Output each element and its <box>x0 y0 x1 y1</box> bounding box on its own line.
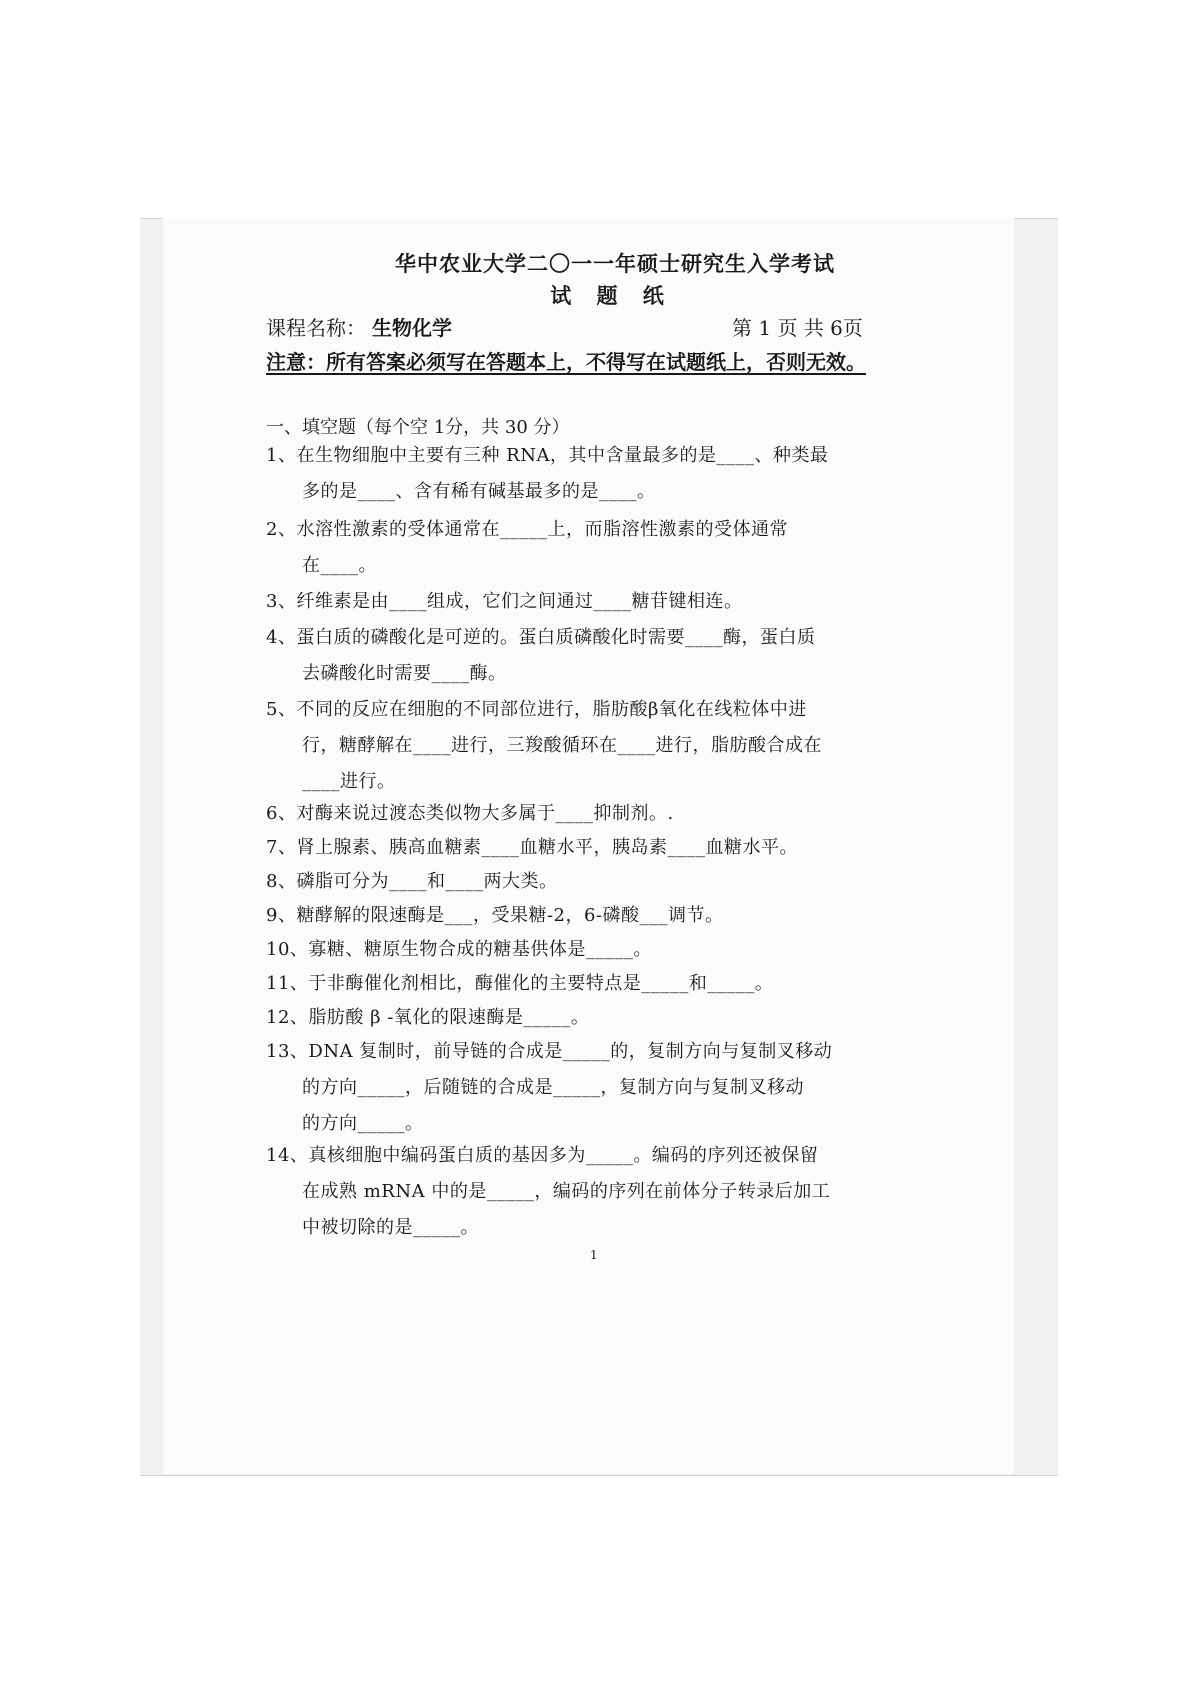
question-line: 14、真核细胞中编码蛋白质的基因多为_____。编码的序列还被保留 <box>266 1145 819 1166</box>
question-line: 1、在生物细胞中主要有三种 RNA，其中含量最多的是____、种类最 <box>266 445 829 466</box>
question-line: 12、脂肪酸 β -氧化的限速酶是_____。 <box>266 1007 590 1028</box>
question-5 <box>266 692 822 800</box>
exam-subtitle: 试 题 纸 <box>550 283 664 308</box>
question-line: 11、于非酶催化剂相比，酶催化的主要特点是_____和_____。 <box>266 973 774 994</box>
question-7 <box>266 830 798 866</box>
notice: 注意：所有答案必须写在答题本上，不得写在试题纸上，否则无效。 <box>266 350 866 374</box>
question-line: 在成熟 mRNA 中的是_____，编码的序列在前体分子转录后加工 <box>302 1181 831 1202</box>
question-line: 4、蛋白质的磷酸化是可逆的。蛋白质磷酸化时需要____酶，蛋白质 <box>266 627 816 648</box>
question-line: 8、磷脂可分为____和____两大类。 <box>266 871 558 892</box>
question-line: 3、纤维素是由____组成，它们之间通过____糖苷键相连。 <box>266 591 743 612</box>
question-6 <box>266 796 674 832</box>
section-heading: 一、填空题（每个空 1分，共 30 分） <box>266 417 570 438</box>
question-line: 2、水溶性激素的受体通常在_____上，而脂溶性激素的受体通常 <box>266 519 788 540</box>
question-line: 10、寡糖、糖原生物合成的糖基供体是_____。 <box>266 939 652 960</box>
question-line: 9、糖酵解的限速酶是___，受果糖-2，6-磷酸___调节。 <box>266 905 724 926</box>
course-line <box>266 312 452 341</box>
page-info: 第 1 页 共 6页 <box>732 316 863 340</box>
question-8 <box>266 864 557 900</box>
question-line: 中被切除的是_____。 <box>302 1217 479 1238</box>
question-line: 的方向_____，后随链的合成是_____，复制方向与复制叉移动 <box>302 1077 804 1098</box>
question-13 <box>266 1034 832 1142</box>
exam-title: 华中农业大学二〇一一年硕士研究生入学考试 <box>395 251 835 276</box>
question-4 <box>266 620 815 692</box>
question-line: 在____。 <box>302 555 377 576</box>
question-line: 6、对酶来说过渡态类似物大多属于____抑制剂。. <box>266 803 674 824</box>
question-line: 多的是____、含有稀有碱基最多的是____。 <box>302 481 656 502</box>
question-11 <box>266 966 773 1002</box>
question-2 <box>266 512 788 584</box>
course-name: 生物化学 <box>372 316 452 340</box>
question-3 <box>266 584 742 620</box>
question-line: 7、肾上腺素、胰高血糖素____血糖水平，胰岛素____血糖水平。 <box>266 837 798 858</box>
question-line: ____进行。 <box>302 771 396 792</box>
question-line: 行，糖酵解在____进行，三羧酸循环在____进行，脂肪酸合成在 <box>302 735 822 756</box>
question-line: 去磷酸化时需要____酶。 <box>302 663 507 684</box>
question-1 <box>266 438 828 510</box>
question-10 <box>266 932 652 968</box>
page-number: 1 <box>590 1248 598 1262</box>
question-9 <box>266 898 724 934</box>
question-line: 13、DNA 复制时，前导链的合成是_____的，复制方向与复制叉移动 <box>266 1041 833 1062</box>
question-14 <box>266 1138 830 1246</box>
question-12 <box>266 1000 589 1036</box>
question-line: 的方向_____。 <box>302 1113 424 1134</box>
course-label: 课程名称： <box>266 316 366 340</box>
question-line: 5、不同的反应在细胞的不同部位进行，脂肪酸β氧化在线粒体中进 <box>266 699 807 720</box>
